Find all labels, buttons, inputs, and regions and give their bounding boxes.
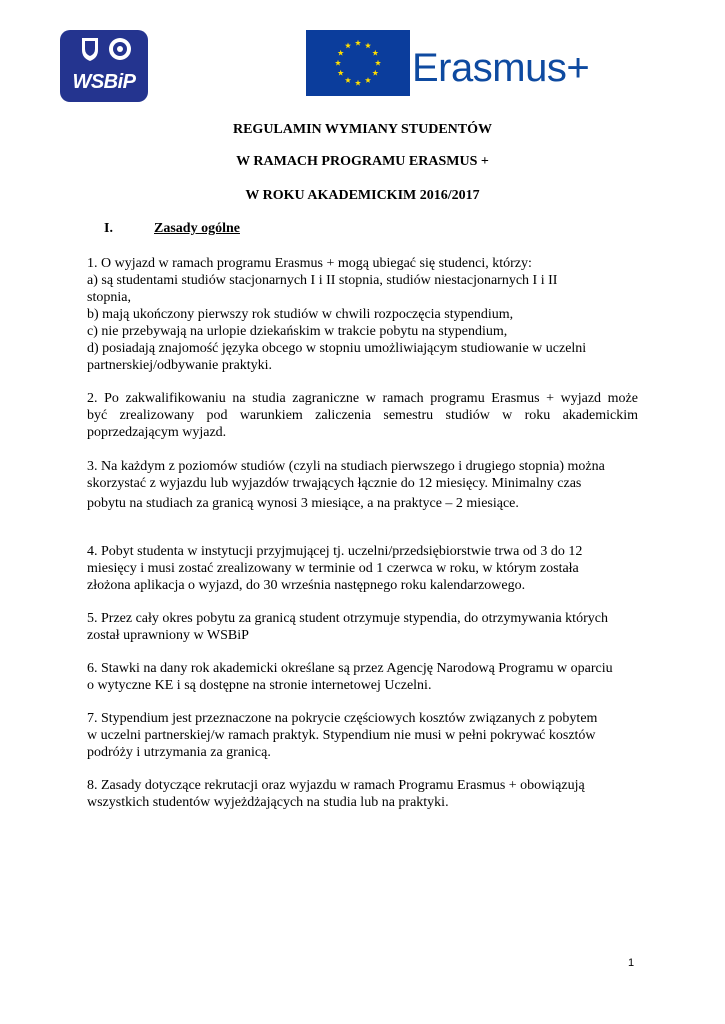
paragraph-6-line: 6. Stawki na dany rok akademicki określane są przez Agencję Narodową Programu w oparciu	[87, 661, 613, 676]
eu-star-icon	[335, 60, 341, 66]
paragraph-1-line: 1. O wyjazd w ramach programu Erasmus + mogą ubiegać się studenci, którzy:	[87, 256, 532, 271]
eu-star-icon	[372, 70, 378, 76]
section-title: Zasady ogólne	[154, 221, 240, 236]
paragraph-8-line: 8. Zasady dotyczące rekrutacji oraz wyjazdu w ramach Programu Erasmus + obowiązują	[87, 778, 585, 793]
eu-star-icon	[372, 50, 378, 56]
paragraph-8-line: wszystkich studentów wyjeżdżających na studia lub na praktyki.	[87, 795, 449, 810]
section-heading	[104, 221, 240, 237]
erasmus-plus-logo: Erasmus+	[412, 46, 590, 90]
document-title-line-2: W RAMACH PROGRAMU ERASMUS +	[236, 154, 489, 169]
paragraph-7-line: w uczelni partnerskiej/w ramach praktyk. Stypendium nie musi w pełni pokrywać kosztów	[87, 728, 596, 743]
document-title-line-3: W ROKU AKADEMICKIM 2016/2017	[245, 188, 480, 203]
paragraph-7-line: podróży i utrzymania za granicą.	[87, 745, 271, 760]
eu-star-icon	[345, 42, 351, 48]
paragraph-1-line: d) posiadają znajomość języka obcego w stopniu umożliwiającym studiowanie w uczelni	[87, 341, 587, 356]
paragraph-1-line: a) są studentami studiów stacjonarnych I i II stopnia, studiów niestacjonarnych I i II	[87, 273, 558, 288]
paragraph-4-line: złożona aplikacja o wyjazd, do 30 września następnego roku kalendarzowego.	[87, 578, 526, 593]
eu-star-icon	[355, 80, 361, 86]
paragraph-1-line: c) nie przebywają na urlopie dziekańskim w trakcie pobytu na stypendium,	[87, 324, 508, 339]
paragraph-5-line: 5. Przez cały okres pobytu za granicą student otrzymuje stypendia, do otrzymywania których	[87, 611, 608, 626]
eu-star-icon	[365, 77, 371, 83]
paragraph-3-line: 3. Na każdym z poziomów studiów (czyli na studiach pierwszego i drugiego stopnia) można	[87, 459, 605, 474]
eu-stars-icon	[306, 30, 410, 96]
paragraph-6-line: o wytyczne KE i są dostępne na stronie internetowej Uczelni.	[87, 678, 432, 693]
eu-flag	[306, 30, 410, 96]
section-number: I.	[104, 221, 113, 236]
document-title-line-1: REGULAMIN WYMIANY STUDENTÓW	[232, 122, 493, 137]
page-number: 1	[628, 957, 635, 969]
paragraph-2-line: poprzedzającym wyjazd.	[87, 425, 227, 440]
paragraph-4-line: miesięcy i musi zostać zrealizowany w terminie od 1 czerwca w roku, w którym została	[87, 561, 579, 576]
paragraph-1-line: b) mają ukończony pierwszy rok studiów w chwili rozpoczęcia stypendium,	[87, 307, 514, 322]
eu-star-icon	[365, 42, 371, 48]
wsbip-logo	[60, 30, 148, 102]
eu-star-icon	[338, 50, 344, 56]
paragraph-4-line: 4. Pobyt studenta w instytucji przyjmującej tj. uczelni/przedsiębiorstwie trwa od 3 do 12	[87, 544, 583, 559]
eu-star-icon	[345, 77, 351, 83]
paragraph-2-line: być zrealizowany pod warunkiem zaliczenia semestru studiów w roku akademickim	[87, 408, 638, 423]
eu-star-icon	[375, 60, 381, 66]
paragraph-3-line: skorzystać z wyjazdu lub wyjazdów trwających łącznie do 12 miesięcy. Minimalny czas	[87, 476, 582, 491]
paragraph-5-line: został uprawniony w WSBiP	[87, 628, 249, 643]
paragraph-1-line: partnerskiej/odbywanie praktyki.	[87, 358, 273, 373]
eu-star-icon	[338, 70, 344, 76]
paragraph-1-line: stopnia,	[87, 290, 131, 305]
paragraph-2-line: 2. Po zakwalifikowaniu na studia zagraniczne w ramach programu Erasmus + wyjazd może	[87, 391, 638, 406]
paragraph-3-line: pobytu na studiach za granicą wynosi 3 miesiące, a na praktyce – 2 miesiące.	[87, 496, 519, 511]
eu-star-icon	[355, 40, 361, 46]
paragraph-7-line: 7. Stypendium jest przeznaczone na pokrycie częściowych kosztów związanych z pobytem	[87, 711, 598, 726]
wsbip-logo-text: WSBiP	[72, 71, 136, 93]
